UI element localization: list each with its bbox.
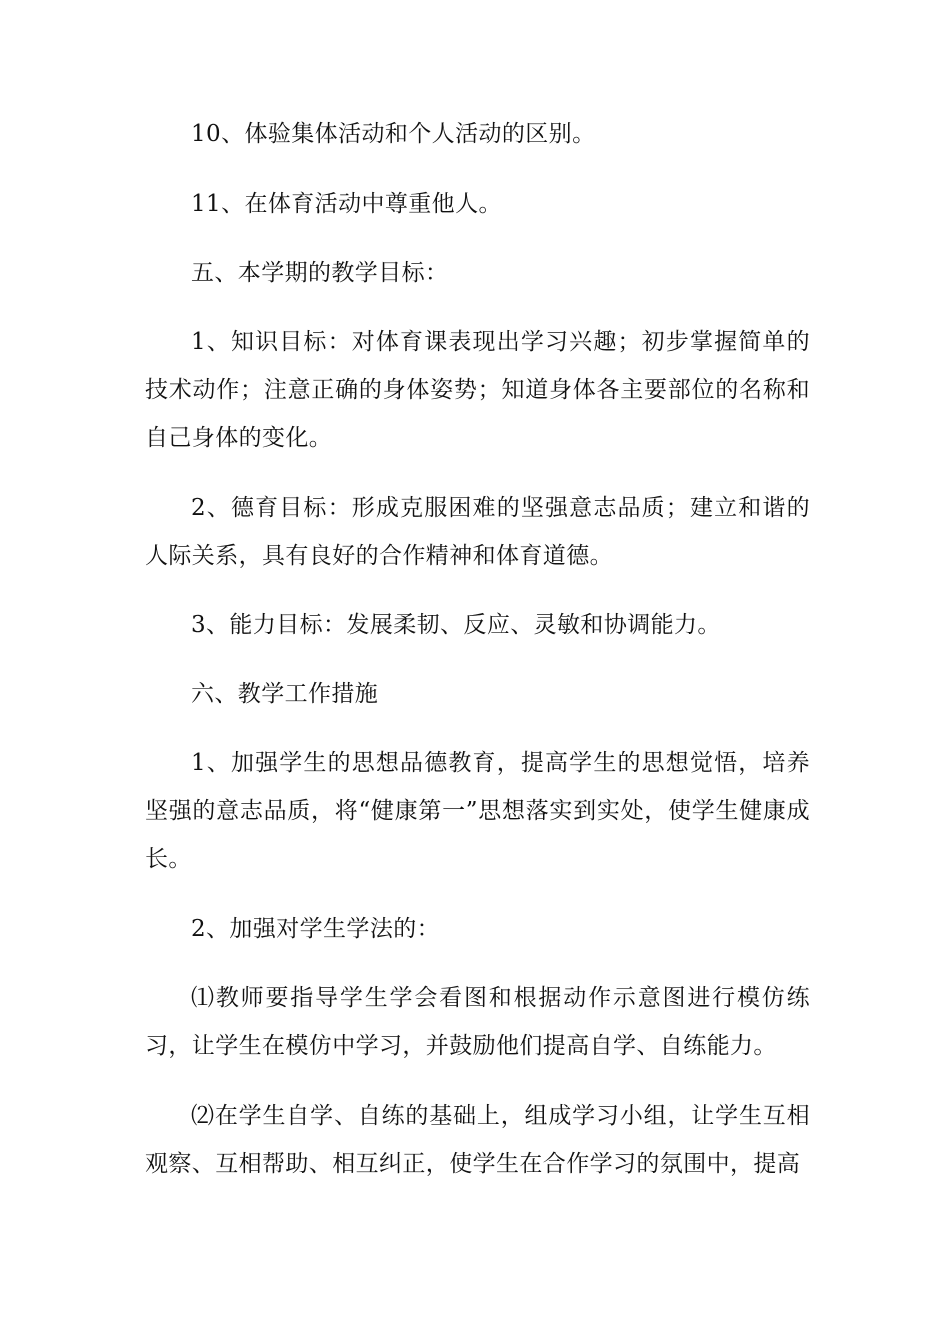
paragraph-knowledge-goal: 1、知识目标：对体育课表现出学习兴趣；初步掌握简单的技术动作；注意正确的身体姿势；知道身体各主要部位的名称和自己身体的变化。	[145, 329, 810, 451]
paragraph-item-11: 11、在体育活动中尊重他人。	[191, 191, 502, 217]
paragraph-moral-goal: 2、德育目标：形成克服困难的坚强意志品质；建立和谐的人际关系，具有良好的合作精神和体育道德。	[145, 495, 810, 569]
section-heading-teaching-goals: 五、本学期的教学目标：	[191, 260, 449, 286]
paragraph-measure-1: 1、加强学生的思想品德教育，提高学生的思想觉悟，培养坚强的意志品质，将“健康第一”思想落实到实处，使学生健康成长。	[145, 750, 810, 872]
section-heading-teaching-measures: 六、教学工作措施	[191, 681, 379, 707]
paragraph-item-10: 10、体验集体活动和个人活动的区别。	[191, 121, 596, 147]
paragraph-ability-goal: 3、能力目标：发展柔韧、反应、灵敏和协调能力。	[191, 612, 721, 638]
paragraph-measure-2-item-2: ⑵在学生自学、自练的基础上，组成学习小组，让学生互相观察、互相帮助、相互纠正，使学生在合作学习的氛围中，提高	[145, 1103, 810, 1177]
paragraph-measure-2-item-1: ⑴教师要指导学生学会看图和根据动作示意图进行模仿练习，让学生在模仿中学习，并鼓励他们提高自学、自练能力。	[145, 985, 810, 1059]
paragraph-measure-2: 2、加强对学生学法的：	[191, 916, 441, 942]
